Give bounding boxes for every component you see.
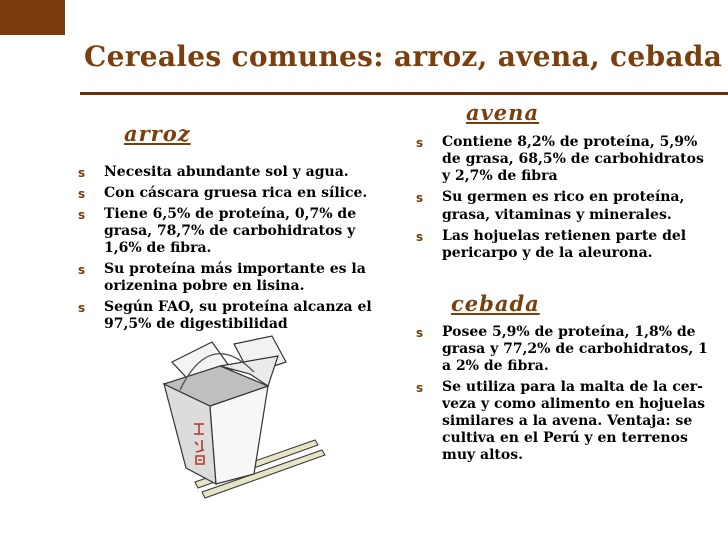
arroz-item [76, 206, 386, 257]
arroz-item [76, 261, 386, 295]
arroz-item-text: Con cáscara gruesa rica en sílice. [104, 185, 368, 201]
avena-list [414, 134, 714, 266]
avena-item [414, 228, 714, 262]
bullet-mark: s [416, 381, 424, 395]
cebada-heading-text: cebada [451, 291, 540, 316]
arroz-item [76, 164, 386, 181]
bullet-mark: s [416, 191, 424, 205]
avena-item-text: Las hojuelas retienen parte del pericarpo y de la aleurona. [442, 228, 687, 261]
cebada-heading [451, 291, 540, 316]
avena-item [414, 189, 714, 206]
corner-accent-bar [0, 0, 65, 35]
bullet-mark: s [78, 301, 86, 315]
arroz-item [76, 185, 386, 202]
arroz-heading-text: arroz [124, 121, 191, 146]
avena-heading-text: avena [466, 100, 540, 125]
title-underline-rule [80, 92, 728, 95]
cebada-item-text: Posee 5,9% de proteína, 1,8% de grasa y 77,2% de carbohidratos, 1 a 2% de fibra. [442, 324, 708, 374]
bullet-mark: s [78, 187, 86, 201]
cebada-item [414, 324, 714, 375]
avena-item [414, 134, 714, 185]
cebada-item-text: Se utiliza para la malta de la cer-veza y como alimento en hojuelas similares a la avena. Ventaja: se cultiva en el Perú y en terrenos muy altos. [442, 379, 706, 463]
avena-item-text: Contiene 8,2% de proteína, 5,9% de grasa, 68,5% de carbohidratos y 2,7% de fibra [442, 134, 704, 184]
cebada-list [414, 324, 714, 468]
arroz-item-text: Según FAO, su proteína alcanza el 97,5% de digestibilidad [104, 299, 372, 332]
avena-heading [466, 100, 539, 125]
arroz-item-text: Su proteína más importante es la orizenina pobre en lisina. [104, 261, 366, 294]
avena-item-continuation [414, 207, 714, 224]
bullet-mark: s [78, 263, 86, 277]
avena-item-text: grasa, vitaminas y minerales. [442, 207, 672, 223]
arroz-item-text: Tiene 6,5% de proteína, 0,7% de grasa, 78,7% de carbohidratos y 1,6% de fibra. [104, 206, 357, 256]
arroz-item-text: Necesita abundante sol y agua. [104, 164, 349, 180]
bullet-mark: s [416, 230, 424, 244]
bullet-mark: s [416, 136, 424, 150]
bullet-mark: s [416, 326, 424, 340]
slide-title: Cereales comunes: arroz, avena, cebada [84, 40, 723, 73]
arroz-item [76, 299, 386, 333]
arroz-heading [124, 121, 191, 146]
takeout-box-illustration [150, 332, 335, 502]
cebada-item [414, 379, 714, 464]
avena-item-text: Su germen es rico en proteína, [442, 189, 685, 205]
bullet-mark: s [78, 166, 86, 180]
arroz-list [76, 164, 386, 337]
bullet-mark: s [78, 208, 86, 222]
